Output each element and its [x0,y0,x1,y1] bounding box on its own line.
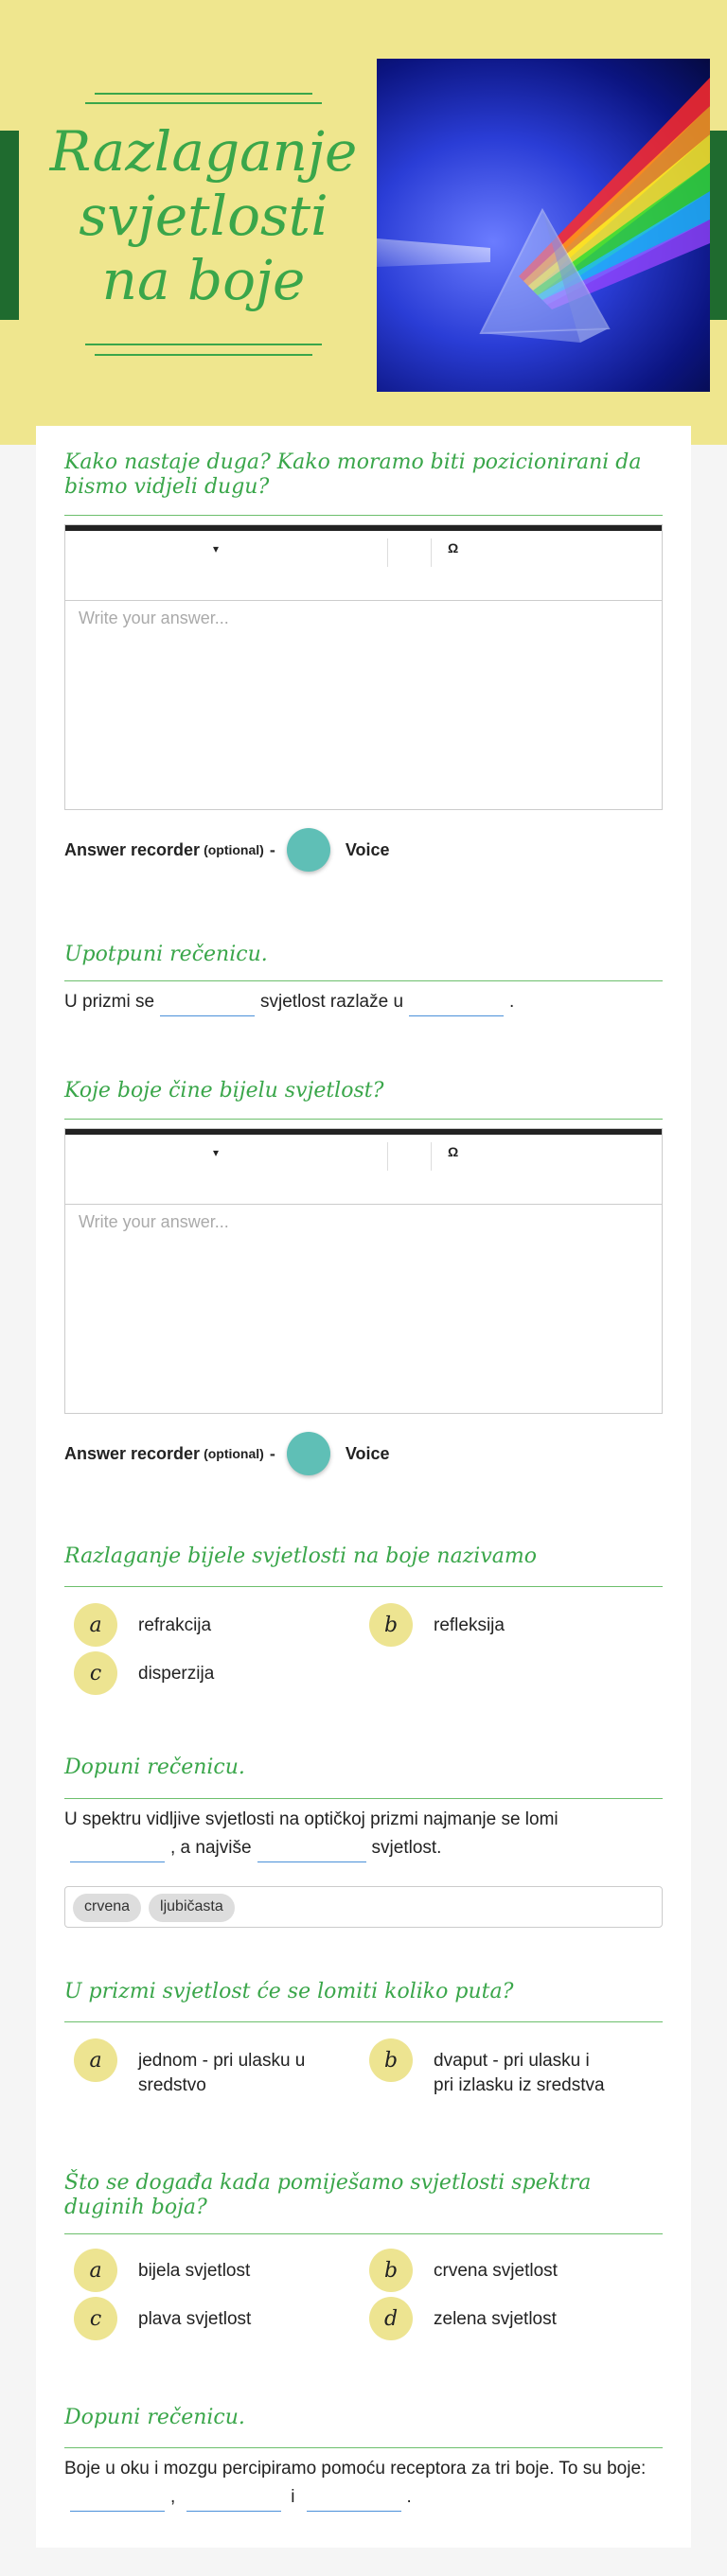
option-letter-badge: c [74,2297,117,2340]
option-letter-badge: a [74,2249,117,2292]
sentence-part: i [291,2487,295,2507]
option-text: refrakcija [138,1615,212,1635]
title-divider [85,344,322,345]
answer-textarea[interactable]: Write your answer... [79,1212,229,1231]
fill-sentence-5 [64,1806,663,1862]
sentence-part: svjetlost razlaže u [260,992,404,1012]
option-b[interactable] [369,1603,613,1647]
prism-image [377,59,710,392]
title-divider [95,354,312,356]
option-text: jednom - pri ulasku u sredstvo [138,2051,306,2095]
toolbar-separator [431,1142,432,1171]
option-text: crvena svjetlost [434,2261,558,2281]
answer-editor-1[interactable] [64,524,663,810]
option-c[interactable] [74,2297,318,2340]
sentence-part: U spektru vidljive svjetlosti na optičkoj prizmi najmanje se lomi [64,1809,559,1829]
recorder-label: Answer recorder [64,1443,201,1463]
recorder-voice-label: Voice [345,1443,390,1463]
word-bank [64,1886,663,1928]
chevron-down-icon[interactable]: ▾ [213,542,220,556]
question-divider [64,1586,663,1587]
answer-recorder-3 [64,1432,390,1475]
left-accent-bar [0,131,19,320]
sentence-part: . [509,992,515,1012]
chevron-down-icon[interactable]: ▾ [213,1146,220,1159]
option-b[interactable] [369,2038,613,2098]
toolbar-separator [387,1142,388,1171]
recorder-optional: (optional) [204,1446,264,1461]
sentence-part: , [170,2487,176,2507]
word-chip[interactable]: ljubičasta [149,1894,235,1922]
answer-textarea[interactable]: Write your answer... [79,609,229,627]
option-a[interactable] [74,2038,318,2098]
question-divider [64,980,663,981]
question-title-1: Kako nastaje duga? Kako moramo biti pozicionirani da bismo vidjeli dugu? [64,450,642,499]
option-letter-badge: a [74,1603,117,1647]
prism-illustration [377,59,710,392]
answer-editor-3[interactable] [64,1128,663,1414]
special-character-icon[interactable]: Ω [448,1144,459,1159]
question-title-8: Dopuni rečenicu. [64,2406,245,2429]
question-title-3: Koje boje čine bijelu svjetlost? [64,1079,384,1103]
blank-input[interactable] [186,2491,281,2512]
sentence-part: U prizmi se [64,992,155,1012]
toolbar-separator [387,538,388,567]
microphone-record-button[interactable] [287,828,330,872]
option-letter-badge: b [369,1603,413,1647]
fill-sentence-2 [64,988,663,1016]
question-title-7: Što se događa kada pomiješamo svjetlosti spektra duginih boja? [64,2171,592,2219]
recorder-voice-label: Voice [345,839,390,859]
option-text: plava svjetlost [138,2309,252,2329]
option-letter-badge: c [74,1651,117,1695]
blank-input[interactable] [409,996,504,1016]
option-text: zelena svjetlost [434,2309,557,2329]
sentence-part: Boje u oku i mozgu percipiramo pomoću receptora za tri boje. To su boje: [64,2459,647,2479]
blank-input[interactable] [307,2491,401,2512]
option-d[interactable] [369,2297,613,2340]
title-divider [95,93,312,95]
question-divider [64,1119,663,1120]
title-divider [85,102,322,104]
option-letter-badge: d [369,2297,413,2340]
fill-sentence-8 [64,2455,670,2512]
option-letter-badge: b [369,2038,413,2082]
recorder-dash: - [269,1443,275,1463]
blank-input[interactable] [257,1842,366,1862]
editor-toolbar [65,531,662,601]
recorder-label: Answer recorder [64,839,201,859]
blank-input[interactable] [160,996,255,1016]
option-letter-badge: a [74,2038,117,2082]
blank-input[interactable] [70,2491,165,2512]
question-title-6: U prizmi svjetlost će se lomiti koliko puta? [64,1980,514,2003]
sentence-part: svjetlost. [371,1838,442,1858]
option-a[interactable] [74,2249,318,2292]
option-text: bijela svjetlost [138,2261,251,2281]
special-character-icon[interactable]: Ω [448,540,459,556]
option-b[interactable] [369,2249,613,2292]
right-accent-bar [708,131,727,320]
option-letter-badge: b [369,2249,413,2292]
question-title-5: Dopuni rečenicu. [64,1756,245,1779]
question-divider [64,515,663,516]
toolbar-separator [431,538,432,567]
word-chip[interactable]: crvena [73,1894,141,1922]
blank-input[interactable] [70,1842,165,1862]
option-text: refleksija [434,1615,505,1635]
question-title-4: Razlaganje bijele svjetlosti na boje nazivamo [64,1544,537,1568]
sentence-part: , a najviše [170,1838,252,1858]
recorder-optional: (optional) [204,842,264,857]
editor-toolbar [65,1135,662,1205]
option-text: disperzija [138,1664,215,1684]
question-divider [64,2233,663,2234]
question-divider [64,2447,663,2448]
option-a[interactable] [74,1603,318,1647]
option-text: dvaput - pri ulasku i pri izlasku iz sredstva [434,2051,605,2095]
microphone-record-button[interactable] [287,1432,330,1475]
option-c[interactable] [74,1651,318,1695]
title-block [38,85,369,369]
page-title: Razlaganje svjetlosti na boje [49,119,358,312]
header-banner [0,0,727,445]
recorder-dash: - [269,839,275,859]
question-divider [64,1798,663,1799]
worksheet-card [36,426,691,2548]
answer-recorder-1 [64,828,390,872]
question-divider [64,2021,663,2022]
sentence-part: . [406,2487,412,2507]
question-title-2: Upotpuni rečenicu. [64,943,268,966]
